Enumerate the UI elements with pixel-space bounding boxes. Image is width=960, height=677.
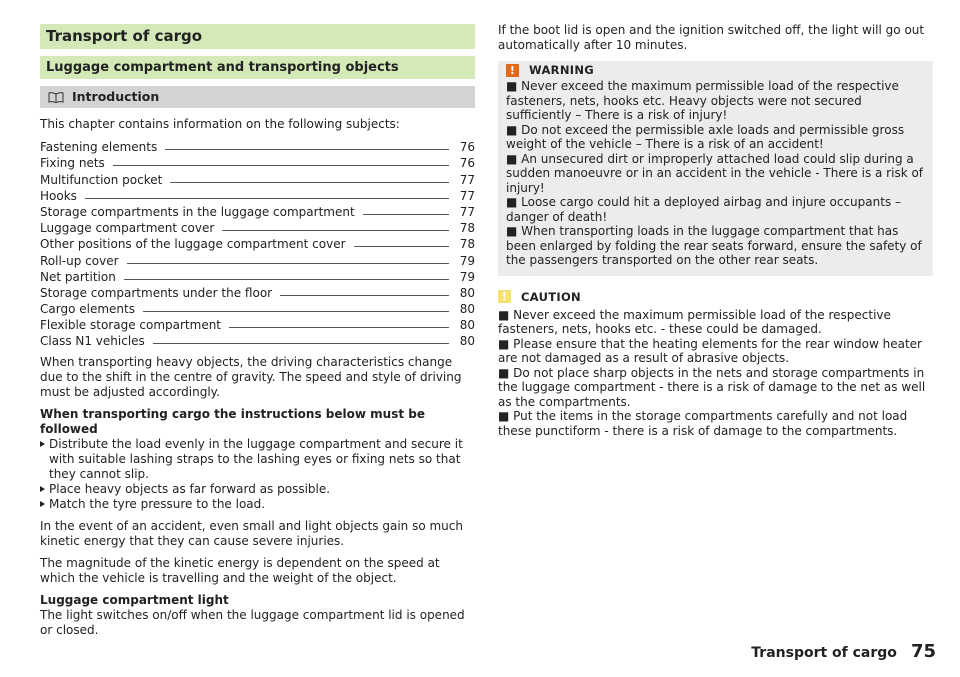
list-item xyxy=(40,437,475,482)
toc-page: 80 xyxy=(459,285,475,300)
toc-label: Other positions of the luggage compartment cover xyxy=(40,237,346,252)
caution-item: ■ Never exceed the maximum permissible load of the respective fasteners, nets, hooks etc. - these could be damaged. xyxy=(498,307,891,336)
warning-box xyxy=(498,61,933,276)
toc-label: Storage compartments in the luggage compartment xyxy=(40,204,355,219)
list-item xyxy=(40,482,475,497)
warning-item: ■ Do not exceed the permissible axle loads and permissible gross weight of the vehicle – There is a risk of an accident! xyxy=(506,122,905,151)
toc-label: Class N1 vehicles xyxy=(40,334,145,349)
toc-page: 80 xyxy=(459,302,475,317)
toc-page: 76 xyxy=(459,140,475,155)
caution-list xyxy=(498,308,933,439)
toc-page: 77 xyxy=(459,204,475,219)
warning-item: ■ When transporting loads in the luggage compartment that has been enlarged by folding the rear seats forward, ensure the safety of the passengers transported on the other rear seats. xyxy=(506,224,922,267)
footer-section-title: Transport of cargo xyxy=(751,645,897,661)
list-item xyxy=(40,497,475,512)
page-footer xyxy=(751,641,936,662)
caution-item: ■ Do not place sharp objects in the nets and storage compartments in the luggage compartment - there is a risk of damage to the net as well as the compartments. xyxy=(498,365,926,409)
toc-leader xyxy=(170,182,449,183)
kinetic-energy-paragraph: In the event of an accident, even small and light objects gain so much kinetic energy that they can cause severe injuries. xyxy=(40,519,463,549)
bullet-arrow-icon xyxy=(40,441,45,447)
toc-leader xyxy=(280,295,449,296)
intro-text: This chapter contains information on the following subjects: xyxy=(40,117,400,131)
introduction-label: Introduction xyxy=(72,89,160,104)
toc-item[interactable] xyxy=(40,219,475,235)
toc-leader xyxy=(222,230,449,231)
toc-item[interactable] xyxy=(40,154,475,170)
toc-item[interactable] xyxy=(40,187,475,203)
toc-label: Storage compartments under the floor xyxy=(40,285,273,300)
toc-leader xyxy=(143,311,449,312)
toc-item[interactable] xyxy=(40,268,475,284)
toc-page: 78 xyxy=(459,221,475,236)
toc-page: 78 xyxy=(459,237,475,252)
toc-page: 80 xyxy=(459,318,475,333)
toc-page: 76 xyxy=(459,156,475,171)
warning-item: ■ Loose cargo could hit a deployed airbag and injure occupants – danger of death! xyxy=(506,195,902,224)
chapter-title: Transport of cargo xyxy=(40,24,475,49)
toc-page: 77 xyxy=(459,172,475,187)
warning-label: WARNING xyxy=(529,63,594,77)
book-icon xyxy=(48,92,64,103)
toc-leader xyxy=(127,263,449,264)
toc-item[interactable] xyxy=(40,170,475,186)
caution-header xyxy=(498,288,933,306)
toc-label: Cargo elements xyxy=(40,302,135,317)
toc-item[interactable] xyxy=(40,284,475,300)
right-column xyxy=(498,23,933,438)
toc-leader xyxy=(85,198,449,199)
left-column xyxy=(40,24,475,638)
toc-leader xyxy=(229,327,449,328)
toc-leader xyxy=(124,279,449,280)
instructions-heading: When transporting cargo the instructions below must be followed xyxy=(40,407,425,437)
toc-page: 79 xyxy=(459,253,475,268)
toc-leader xyxy=(113,165,449,166)
toc-item[interactable] xyxy=(40,138,475,154)
caution-icon: ! xyxy=(498,290,511,303)
list-item-text: Match the tyre pressure to the load. xyxy=(49,497,266,512)
toc-page: 80 xyxy=(459,334,475,349)
toc-label: Flexible storage compartment xyxy=(40,318,222,333)
toc-label: Multifunction pocket xyxy=(40,172,163,187)
toc-label: Fixing nets xyxy=(40,156,105,171)
list-item-text: Place heavy objects as far forward as possible. xyxy=(49,482,331,497)
toc-item[interactable] xyxy=(40,300,475,316)
toc-label: Net partition xyxy=(40,269,116,284)
toc-item[interactable] xyxy=(40,251,475,267)
toc-label: Luggage compartment cover xyxy=(40,221,215,236)
toc-page: 77 xyxy=(459,188,475,203)
table-of-contents xyxy=(40,138,475,348)
warning-item: ■ An unsecured dirt or improperly attached load could slip during a sudden manoeuvre or in an accident in the vehicle - There is a risk of injury! xyxy=(506,151,924,195)
light-heading: Luggage compartment light xyxy=(40,593,229,608)
toc-label: Hooks xyxy=(40,188,77,203)
light-text: The light switches on/off when the luggage compartment lid is opened or closed. xyxy=(40,608,465,638)
warning-item: ■ Never exceed the maximum permissible load of the respective fasteners, nets, hooks etc. Heavy objects were not secured sufficiently – There is a risk of injury! xyxy=(506,79,899,122)
toc-leader xyxy=(165,149,449,150)
toc-label: Roll-up cover xyxy=(40,253,119,268)
toc-leader xyxy=(153,343,449,344)
caution-item: ■ Put the items in the storage compartments carefully and not load these punctiform - there is a risk of damage to the compartments. xyxy=(498,409,908,438)
magnitude-paragraph: The magnitude of the kinetic energy is dependent on the speed at which the vehicle is travelling and the weight of the object. xyxy=(40,556,440,586)
section-title: Luggage compartment and transporting objects xyxy=(40,56,475,79)
toc-item[interactable] xyxy=(40,203,475,219)
toc-label: Fastening elements xyxy=(40,140,158,155)
warning-icon: ! xyxy=(506,64,519,77)
bullet-arrow-icon xyxy=(40,486,45,492)
toc-leader xyxy=(363,214,449,215)
toc-item[interactable] xyxy=(40,235,475,251)
toc-item[interactable] xyxy=(40,316,475,332)
boot-lid-text: If the boot lid is open and the ignition switched off, the light will go out automatically after 10 minutes. xyxy=(498,23,925,52)
caution-label: CAUTION xyxy=(521,289,581,304)
bullet-arrow-icon xyxy=(40,501,45,507)
heavy-objects-paragraph: When transporting heavy objects, the driving characteristics change due to the shift in the centre of gravity. The speed and style of driving must be adjusted accordingly. xyxy=(40,355,462,400)
page-number: 75 xyxy=(910,641,936,662)
list-item-text: Distribute the load evenly in the luggage compartment and secure it with suitable lashing straps to the lashing eyes or fixing nets so that they cannot slip. xyxy=(49,437,463,482)
introduction-heading xyxy=(40,86,475,108)
warning-header xyxy=(506,61,927,79)
toc-item[interactable] xyxy=(40,332,475,348)
caution-item: ■ Please ensure that the heating elements for the rear window heater are not damaged as a result of abrasive objects. xyxy=(498,336,922,365)
toc-leader xyxy=(354,246,449,247)
instructions-list xyxy=(40,437,475,512)
toc-page: 79 xyxy=(459,269,475,284)
